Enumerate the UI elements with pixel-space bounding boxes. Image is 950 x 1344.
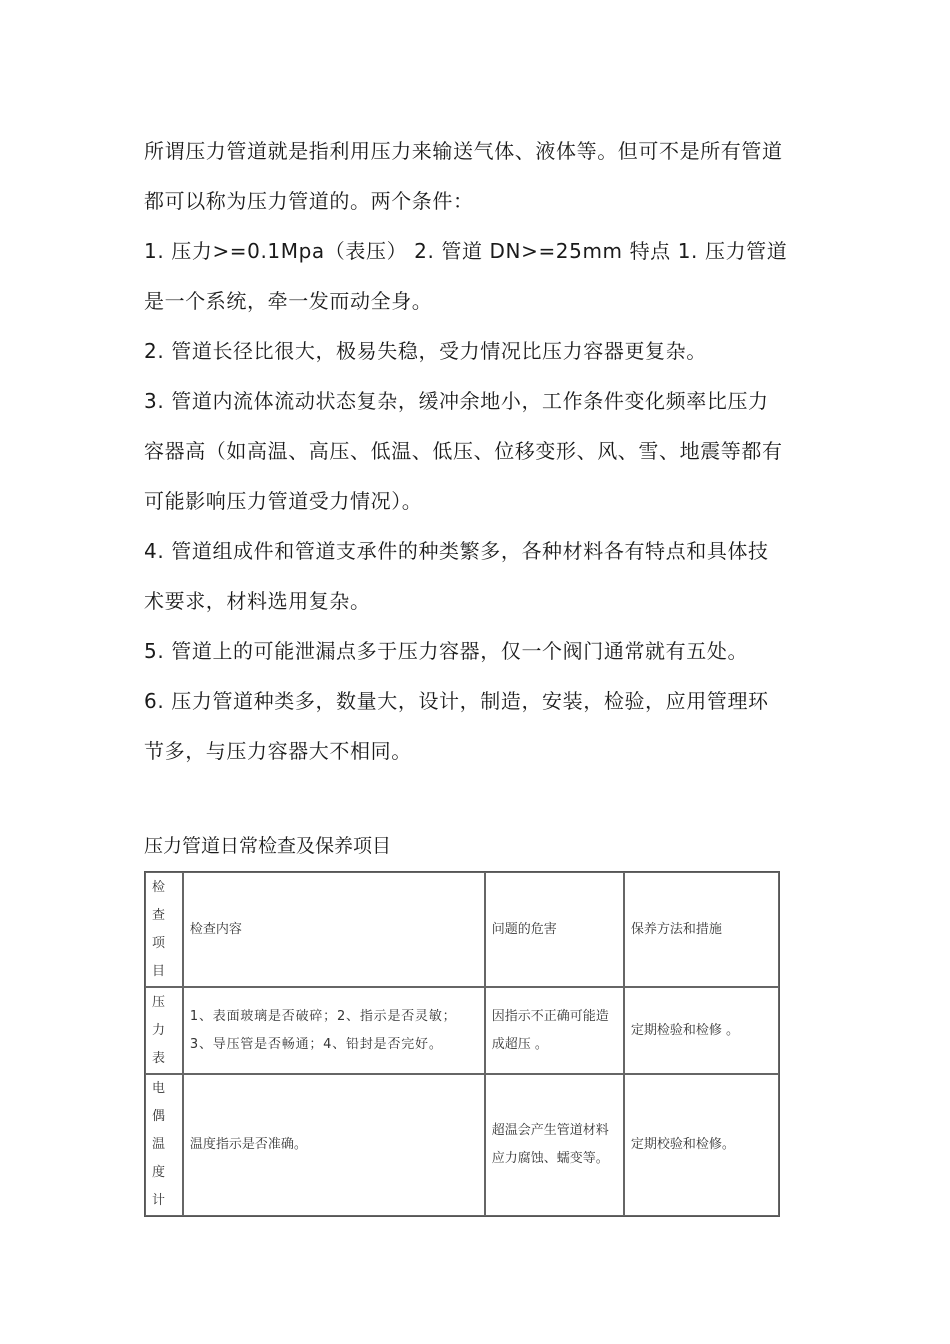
header-cell-content: 检查内容 [183,872,485,987]
paragraph-line: 4. 管道组成件和管道支承件的种类繁多，各种材料各有特点和具体技 [144,539,769,563]
cell-content: 1、表面玻璃是否破碎；2、指示是否灵敏；3、导压管是否畅通；4、铅封是否完好。 [183,987,485,1074]
cell-hazard: 因指示不正确可能造成超压 。 [485,987,624,1074]
inspection-table [144,871,780,1217]
table-header-row [145,872,779,987]
cell-hazard: 超温会产生管道材料应力腐蚀、蠕变等。 [485,1074,624,1216]
header-cell-hazard: 问题的危害 [485,872,624,987]
paragraph-line: 都可以称为压力管道的。两个条件： [144,189,474,213]
table-row [145,1074,779,1216]
header-cell-maintenance: 保养方法和措施 [624,872,779,987]
cell-maintenance: 定期校验和检修。 [624,1074,779,1216]
header-cell-item: 检查项目 [145,872,183,987]
paragraph-line: 节多，与压力容器大不相同。 [144,739,412,763]
paragraph-line: 容器高（如高温、高压、低温、低压、位移变形、风、雪、地震等都有 [144,439,783,463]
paragraph-line: 5. 管道上的可能泄漏点多于压力容器，仅一个阀门通常就有五处。 [144,639,749,663]
cell-content: 温度指示是否准确。 [183,1074,485,1216]
paragraph-line: 可能影响压力管道受力情况）。 [144,489,423,513]
paragraph-line: 所谓压力管道就是指利用压力来输送气体、液体等。但可不是所有管道 [144,139,783,163]
paragraph-line: 是一个系统，牵一发而动全身。 [144,289,433,313]
table-row [145,987,779,1074]
paragraph-line: 6. 压力管道种类多，数量大，设计，制造，安装，检验，应用管理环 [144,689,769,713]
paragraph-line: 1. 压力>=0.1Mpa（表压） 2. 管道 DN>=25mm 特点 1. 压力管道 [144,239,788,263]
paragraph-line: 3. 管道内流体流动状态复杂，缓冲余地小，工作条件变化频率比压力 [144,389,769,413]
cell-maintenance: 定期检验和检修 。 [624,987,779,1074]
paragraph-line: 术要求，材料选用复杂。 [144,589,371,613]
paragraph-line: 2. 管道长径比很大，极易失稳，受力情况比压力容器更复杂。 [144,339,707,363]
cell-item: 电偶温度计 [145,1074,183,1216]
table-title: 压力管道日常检查及保养项目 [144,835,392,857]
cell-item: 压力表 [145,987,183,1074]
